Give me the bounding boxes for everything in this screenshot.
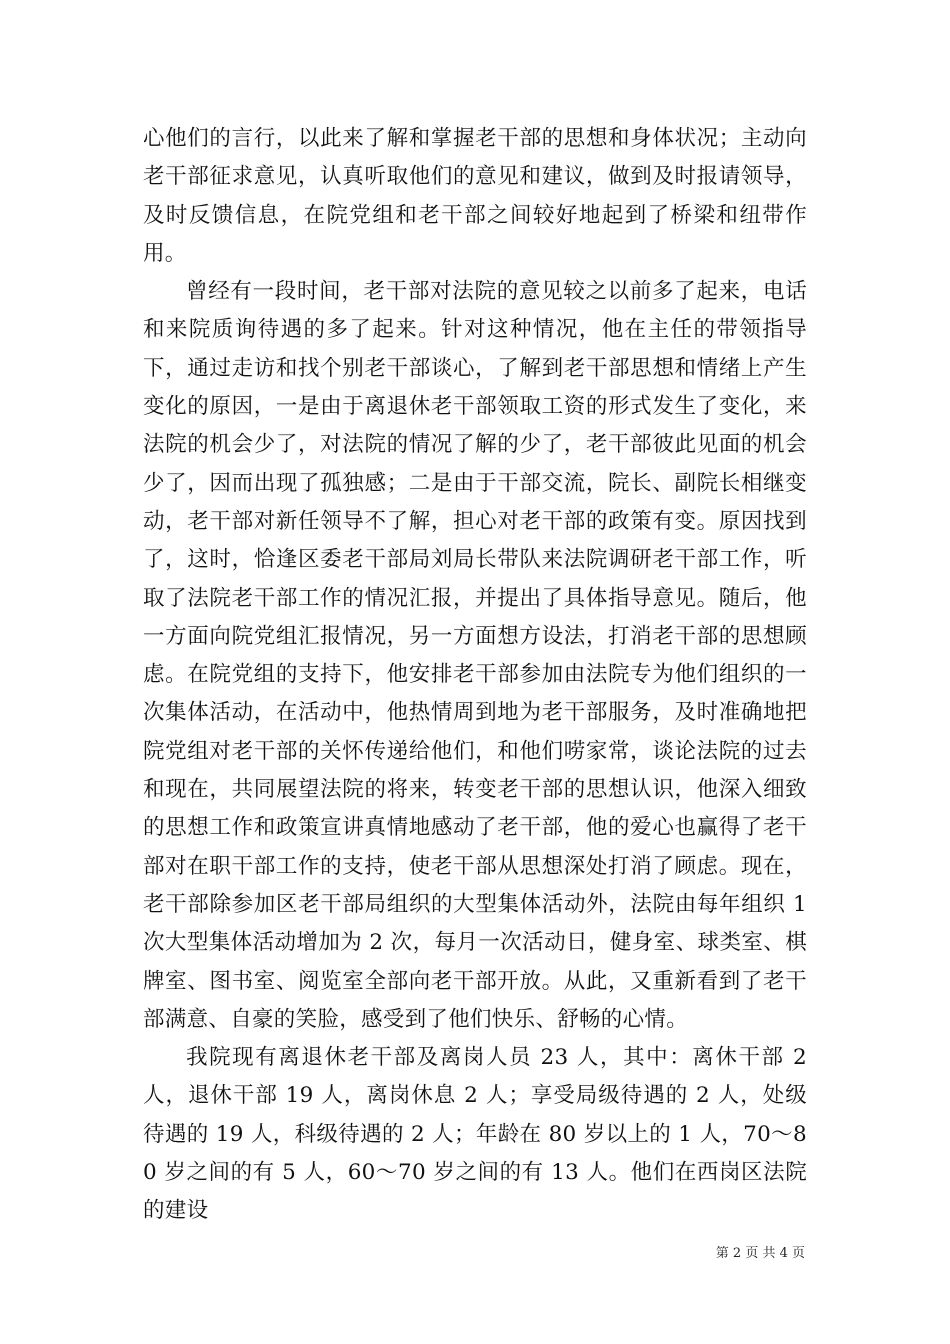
page-number-footer: 第 2 页 共 4 页 [715, 1246, 805, 1261]
paragraph-3: 我院现有离退休老干部及离岗人员 23 人，其中：离休干部 2 人，退休干部 19 人，离岗休息 2 人；享受局级待遇的 2 人，处级待遇的 19 人，科级待遇的 2 人；年龄在 80 岁以上的 1 人，70～80 岁之间的有 5 人，60～70 岁之间的有 13 人。他们在西岗区法院的建设 [143, 1045, 807, 1224]
paragraph-1: 心他们的言行，以此来了解和掌握老干部的思想和身体状况；主动向老干部征求意见，认真听取他们的意见和建议，做到及时报请领导，及时反馈信息，在院党组和老干部之间较好地起到了桥梁和纽带作用。 [143, 126, 807, 266]
paragraph-2: 曾经有一段时间，老干部对法院的意见较之以前多了起来，电话和来院质询待遇的多了起来。针对这种情况，他在主任的带领指导下，通过走访和找个别老干部谈心，了解到老干部思想和情绪上产生变化的原因，一是由于离退休老干部领取工资的形式发生了变化，来法院的机会少了，对法院的情况了解的少了，老干部彼此见面的机会少了，因而出现了孤独感；二是由于干部交流，院长、副院长相继变动，老干部对新任领导不了解，担心对老干部的政策有变。原因找到了，这时，恰逢区委老干部局刘局长带队来法院调研老干部工作，听取了法院老干部工作的情况汇报，并提出了具体指导意见。随后，他一方面向院党组汇报情况，另一方面想方设法，打消老干部的思想顾虑。在院党组的支持下，他安排老干部参加由法院专为他们组织的一次集体活动，在活动中，他热情周到地为老干部服务，及时准确地把院党组对老干部的关怀传递给他们，和他们唠家常，谈论法院的过去和现在，共同展望法院的将来，转变老干部的思想认识，他深入细致的思想工作和政策宣讲真情地感动了老干部，他的爱心也赢得了老干部对在职干部工作的支持，使老干部从思想深处打消了顾虑。现在，老干部除参加区老干部局组织的大型集体活动外，法院由每年组织 1 次大型集体活动增加为 2 次，每月一次活动日，健身室、球类室、棋牌室、图书室、阅览室全部向老干部开放。从此，又重新看到了老干部满意、自豪的笑脸，感受到了他们快乐、舒畅的心情。 [143, 279, 807, 1032]
document-body [143, 120, 807, 1231]
